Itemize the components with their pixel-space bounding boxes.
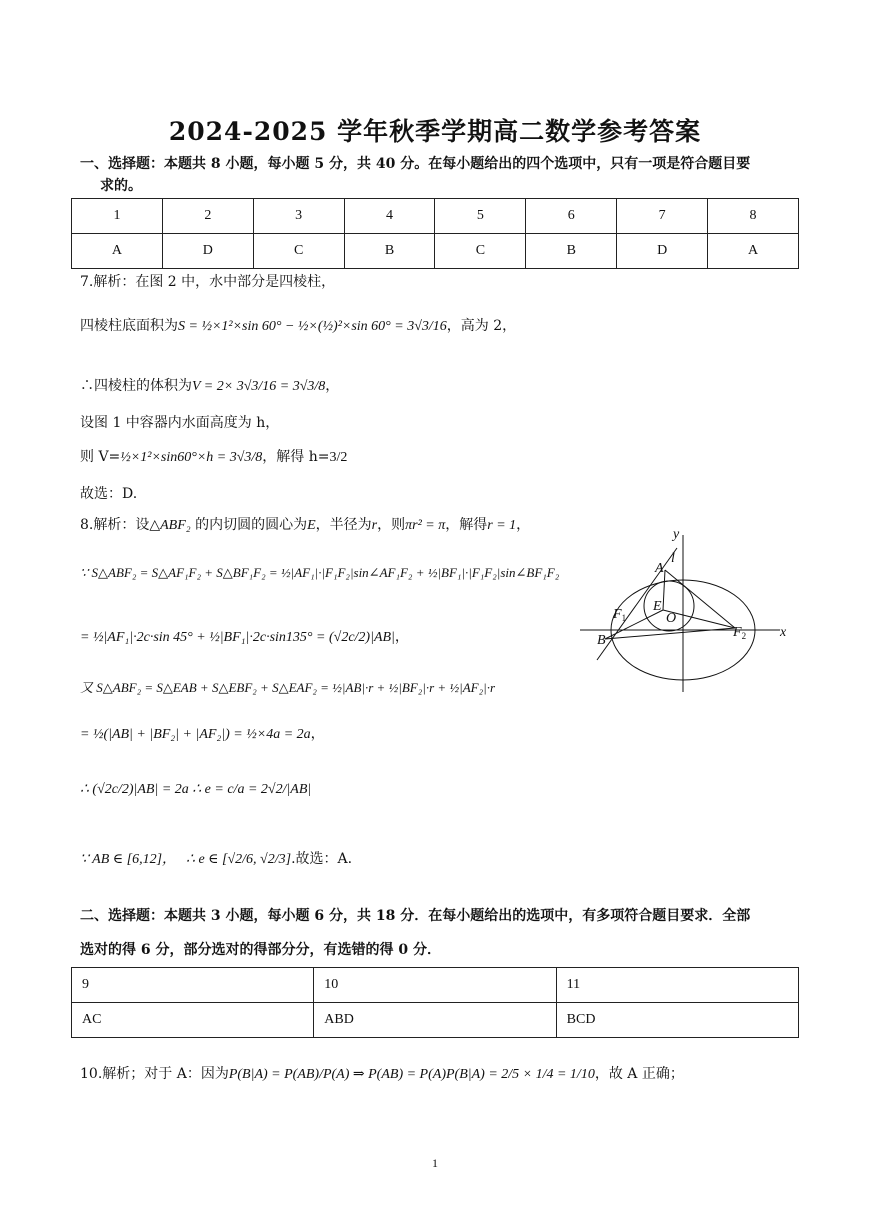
table-cell: 9: [72, 968, 314, 1003]
section2-heading-line1: 二、选择题：本题共 3 小题，每小题 6 分，共 18 分．在每小题给出的选项中，有多项符合题目要求．全部: [80, 908, 751, 924]
q7-area-expr: S = ½×1²×sin 60° − ½×(½)²×sin 60° = 3√3/16: [178, 319, 447, 334]
label-O: O: [666, 611, 677, 626]
section1-heading-line1: 一、选择题：本题共 8 小题，每小题 5 分，共 40 分。在每小题给出的四个选项中，只有一项是符合题目要: [80, 156, 751, 172]
table-cell: AC: [72, 1003, 314, 1038]
table-cell: 2: [162, 199, 253, 234]
table-cell: 5: [435, 199, 526, 234]
table-cell: 8: [708, 199, 799, 234]
segment-AE: [663, 570, 665, 610]
label-A: A: [655, 561, 664, 576]
q7-line2: 四棱柱底面积为S = ½×1²×sin 60° − ½×(½)²×sin 60° = 3√3/16，高为 2，: [80, 318, 517, 334]
q8-line1: 8.解析：设△ABF₂ 的内切圆的圆心为E，半径为r，则πr² = π，解得r = 1，: [80, 517, 531, 533]
label-l: l: [671, 551, 675, 566]
table-row: [72, 234, 799, 269]
q7-line3: ∴四棱柱的体积为V = 2× 3√3/16 = 3√3/8，: [80, 378, 340, 394]
section2-heading-line2: 选对的得 6 分，部分选对的得部分分，有选错的得 0 分．: [80, 942, 441, 958]
q8-line3: = ½|AF₁|·2c·sin 45° + ½|BF₁|·2c·sin135° = (√2c/2)|AB|，: [80, 629, 409, 645]
answer-table-1: [71, 198, 799, 269]
page-title: 2024-2025 学年秋季学期高二数学参考答案: [168, 117, 702, 146]
table-row: [72, 968, 799, 1003]
q7-height-expr: ½×1²×sin60°×h = 3√3/8: [120, 450, 263, 465]
q8-line5: = ½(|AB| + |BF₂| + |AF₂|) = ½×4a = 2a，: [80, 726, 325, 742]
q8-line6: ∴ (√2c/2)|AB| = 2a ∴ e = c/a = 2√2/|AB|: [80, 782, 312, 797]
label-F1: $F_1$: [613, 607, 627, 623]
page-number: 1: [432, 1156, 438, 1170]
table-cell: A: [708, 234, 799, 269]
table-cell: 11: [556, 968, 798, 1003]
line-l: [597, 548, 677, 660]
answer-table-2: [71, 967, 799, 1038]
table-cell: 7: [617, 199, 708, 234]
q7-line5: 则 V=½×1²×sin60°×h = 3√3/8，解得 h=3/2: [80, 449, 348, 465]
table-cell: B: [344, 234, 435, 269]
table-cell: 6: [526, 199, 617, 234]
table-cell: D: [162, 234, 253, 269]
table-cell: D: [617, 234, 708, 269]
ellipse-figure: [575, 520, 800, 700]
q7-line4: 设图 1 中容器内水面高度为 h，: [80, 415, 280, 431]
label-E: E: [653, 599, 662, 614]
table-cell: ABD: [314, 1003, 556, 1038]
q8-line2: ∵ S△ABF₂ = S△AF₁F₂ + S△BF₁F₂ = ½|AF₁|·|F₁F₂|sin∠AF₁F₂ + ½|BF₁|·|F₁F₂|sin∠BF₁F₂: [80, 565, 560, 580]
table-row: [72, 1003, 799, 1038]
label-x: x: [780, 625, 787, 640]
table-row: [72, 199, 799, 234]
label-B: B: [597, 633, 606, 648]
table-cell: A: [72, 234, 163, 269]
table-cell: 1: [72, 199, 163, 234]
table-cell: B: [526, 234, 617, 269]
table-cell: C: [253, 234, 344, 269]
table-cell: 10: [314, 968, 556, 1003]
q8-line7: ∵ AB ∈ [6,12]， ∴ e ∈ [√2/6, √2/3].故选：A.: [80, 851, 353, 867]
table-cell: C: [435, 234, 526, 269]
table-cell: 4: [344, 199, 435, 234]
q8-line4: 又 S△ABF₂ = S△EAB + S△EBF₂ + S△EAF₂ = ½|AB|·r + ½|BF₂|·r + ½|AF₂|·r: [80, 680, 496, 695]
q10-expr: P(B|A) = P(AB)/P(A) ⇒ P(AB) = P(A)P(B|A) = 2/5 × 1/4 = 1/10: [228, 1067, 595, 1082]
q10-line1: 10.解析；对于 A：因为P(B|A) = P(AB)/P(A) ⇒ P(AB) = P(A)P(B|A) = 2/5 × 1/4 = 1/10，故 A 正确；: [80, 1066, 684, 1082]
table-cell: BCD: [556, 1003, 798, 1038]
q7-line6: 故选：D.: [80, 486, 138, 502]
label-y: y: [673, 527, 680, 542]
table-cell: 3: [253, 199, 344, 234]
q7-line1: 7.解析：在图 2 中，水中部分是四棱柱，: [80, 274, 336, 290]
label-F2: $F_2$: [733, 625, 747, 641]
section1-heading-line2: 求的。: [100, 178, 142, 194]
q7-volume-expr: V = 2× 3√3/16 = 3√3/8: [192, 379, 326, 394]
